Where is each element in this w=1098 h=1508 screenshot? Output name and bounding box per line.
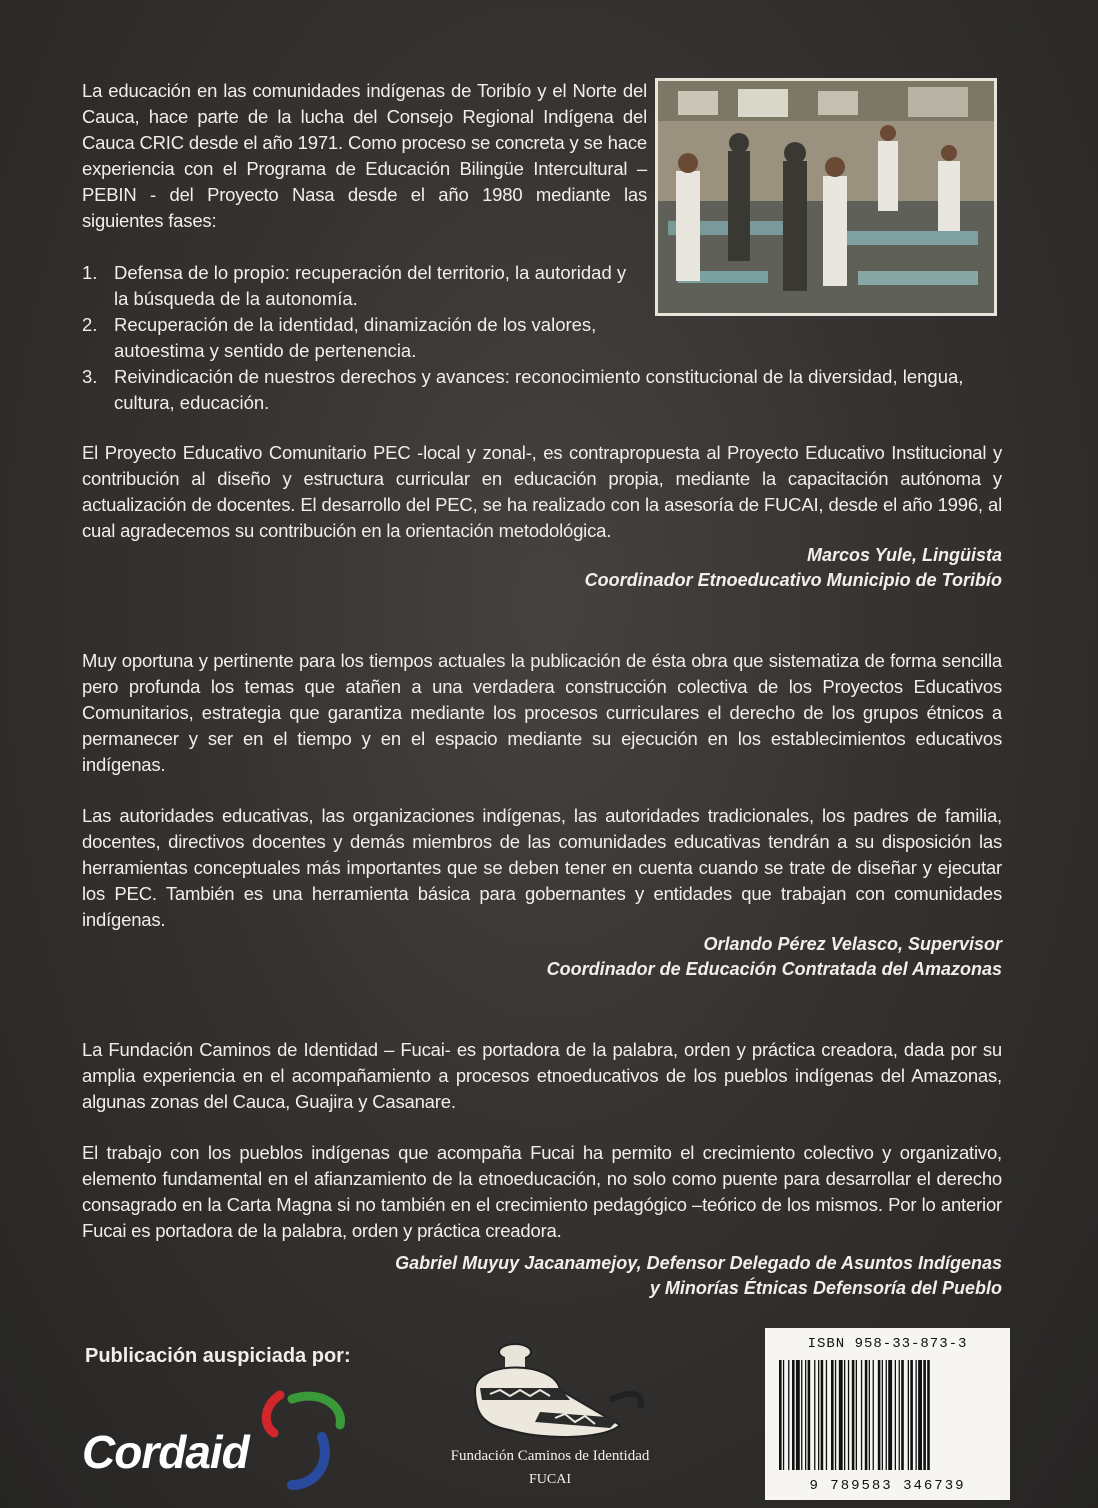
list-number: 3. xyxy=(82,366,98,387)
barcode-bar xyxy=(844,1360,845,1470)
cordaid-wordmark: Cordaid xyxy=(82,1426,249,1478)
barcode-bar xyxy=(908,1360,909,1470)
barcode-bar xyxy=(861,1360,862,1470)
isbn-barcode xyxy=(765,1328,1010,1500)
list-text: Reivindicación de nuestros derechos y avances: reconocimiento constitucional de la diversidad, lengua, cultura, educación. xyxy=(114,366,964,413)
signature-title: Coordinador Etnoeducativo Municipio de Toribío xyxy=(584,570,1002,590)
review-paragraph: Las autoridades educativas, las organizaciones indígenas, las autoridades tradicionales, los padres de familia, docentes, directivos docentes y demás miembros de las comunidades educativas tendrán a su disposición las herramientas conceptuales más importantes que se deben tener en cuenta cuando se trate de diseñar y ejecutar los PEC. También es una herramienta básica para gobernantes y entidades que trabajan con comunidades indígenas. xyxy=(82,805,1002,930)
barcode-bar xyxy=(888,1360,892,1470)
barcode-bar xyxy=(831,1360,834,1470)
list-item xyxy=(82,260,634,312)
barcode-bar xyxy=(826,1360,827,1470)
barcode-bar xyxy=(910,1360,913,1470)
signature-block xyxy=(395,1251,1002,1301)
barcode-bar xyxy=(779,1360,782,1470)
isbn-label: ISBN 958-33-873-3 xyxy=(807,1336,968,1352)
pec-paragraph: El Proyecto Educativo Comunitario PEC -local y zonal-, es contrapropuesta al Proyecto Educativo Institucional y contribución al diseño y estructura curricular en educación propia, mediante la capacitación autónoma y actualización de docentes. El desarrollo del PEC, se ha realizado con la asesoría de FUCAI, desde el año 1996, al cual agradecemos su contribución en la orientación metodológica. xyxy=(82,442,1002,541)
barcode-bar xyxy=(886,1360,887,1470)
barcode-bar xyxy=(899,1360,900,1470)
list-text: Defensa de lo propio: recuperación del territorio, la autoridad y la búsqueda de la autonomía. xyxy=(114,262,627,309)
barcode-bar xyxy=(873,1360,874,1470)
sponsor-label: Publicación auspiciada por: xyxy=(85,1345,351,1367)
barcode-bar xyxy=(805,1360,806,1470)
barcode-bar xyxy=(852,1360,855,1470)
barcode-bar xyxy=(869,1360,870,1470)
signature-title: Coordinador de Educación Contratada del Amazonas xyxy=(546,959,1002,979)
cordaid-logo xyxy=(82,1385,362,1495)
signature-block xyxy=(585,543,1002,593)
barcode-bar xyxy=(796,1360,800,1470)
review-paragraph: Muy oportuna y pertinente para los tiempos actuales la publicación de ésta obra que sistematiza de forma sencilla pero profunda los temas que atañen a una verdadera construcción colectiva de los Proyectos Educativos Comunitarios, estrategia que garantiza mediante los procesos curriculares el derecho de los grupos étnicos a permanecer y ser en el tiempo y en el espacio mediante su ejecución en los establecimientos educativos indígenas. xyxy=(82,650,1002,775)
barcode-bar xyxy=(895,1360,896,1470)
phases-list xyxy=(82,260,1002,416)
list-item xyxy=(82,312,634,364)
intro-paragraph: La educación en las comunidades indígenas de Toribío y el Norte del Cauca, hace parte de la lucha del Consejo Regional Indígena del Cauca CRIC desde el año 1971. Como proceso se concreta y se hace experiencia con el Programa de Educación Bilingüe Intercultural – PEBIN - del Proyecto Nasa desde el año 1980 mediante las siguientes fases: xyxy=(82,80,647,231)
fucai-abbreviation: FUCAI xyxy=(528,1472,571,1487)
barcode-bar xyxy=(835,1360,836,1470)
barcode-bar xyxy=(848,1360,849,1470)
isbn-number: 9 789583 346739 xyxy=(809,1478,966,1494)
signature-name: Marcos Yule, Lingüista xyxy=(806,545,1002,565)
barcode-bar xyxy=(927,1360,930,1470)
clay-vessel-icon xyxy=(420,1330,680,1445)
list-text: Recuperación de la identidad, dinamización de los valores, autoestima y sentido de pertenencia. xyxy=(114,314,597,361)
barcode-bar xyxy=(783,1360,784,1470)
barcode-bar xyxy=(882,1360,883,1470)
fucai-name: Fundación Caminos de Identidad xyxy=(450,1448,650,1464)
barcode-bar xyxy=(865,1360,868,1470)
barcode-bar xyxy=(901,1360,904,1470)
barcode-bar xyxy=(923,1360,926,1470)
barcode-bar xyxy=(808,1360,811,1470)
signature-block xyxy=(547,932,1002,982)
fucai-paragraph: La Fundación Caminos de Identidad – Fucai- es portadora de la palabra, orden y práctica creadora, dada por su amplia experiencia en el acompañamiento a procesos etnoeducativos de los pueblos indígenas del Amazonas, algunas zonas del Cauca, Guajira y Casanare. xyxy=(82,1039,1002,1112)
barcode-bar xyxy=(839,1360,843,1470)
list-item xyxy=(82,364,1002,416)
barcode-bar xyxy=(788,1360,789,1470)
barcode-bar xyxy=(856,1360,857,1470)
barcode-bar xyxy=(792,1360,795,1470)
fucai-logo xyxy=(420,1330,680,1500)
barcode-icon xyxy=(775,1360,1000,1470)
signature-title: y Minorías Étnicas Defensoría del Pueblo xyxy=(649,1278,1002,1298)
barcode-bar xyxy=(818,1360,819,1470)
barcode-bar xyxy=(916,1360,917,1470)
barcode-bar xyxy=(821,1360,824,1470)
fucai-paragraph: El trabajo con los pueblos indígenas que acompaña Fucai ha permito el crecimiento colectivo y organizativo, elemento fundamental en el afianzamiento de la etnoeducación, no solo como puente para desarrollar el derecho consagrado en la Carta Magna si no también en el crecimiento pedagógico –teórico de los mismos. Por lo anterior Fucai es portadora de la palabra, orden y práctica creadora. xyxy=(82,1142,1002,1241)
list-number: 1. xyxy=(82,262,98,283)
barcode-bar xyxy=(878,1360,881,1470)
barcode-bar xyxy=(918,1360,922,1470)
list-number: 2. xyxy=(82,314,98,335)
barcode-bar xyxy=(814,1360,815,1470)
barcode-bar xyxy=(801,1360,802,1470)
signature-name: Gabriel Muyuy Jacanamejoy, Defensor Delegado de Asuntos Indígenas xyxy=(395,1253,1002,1273)
signature-name: Orlando Pérez Velasco, Supervisor xyxy=(703,934,1002,954)
